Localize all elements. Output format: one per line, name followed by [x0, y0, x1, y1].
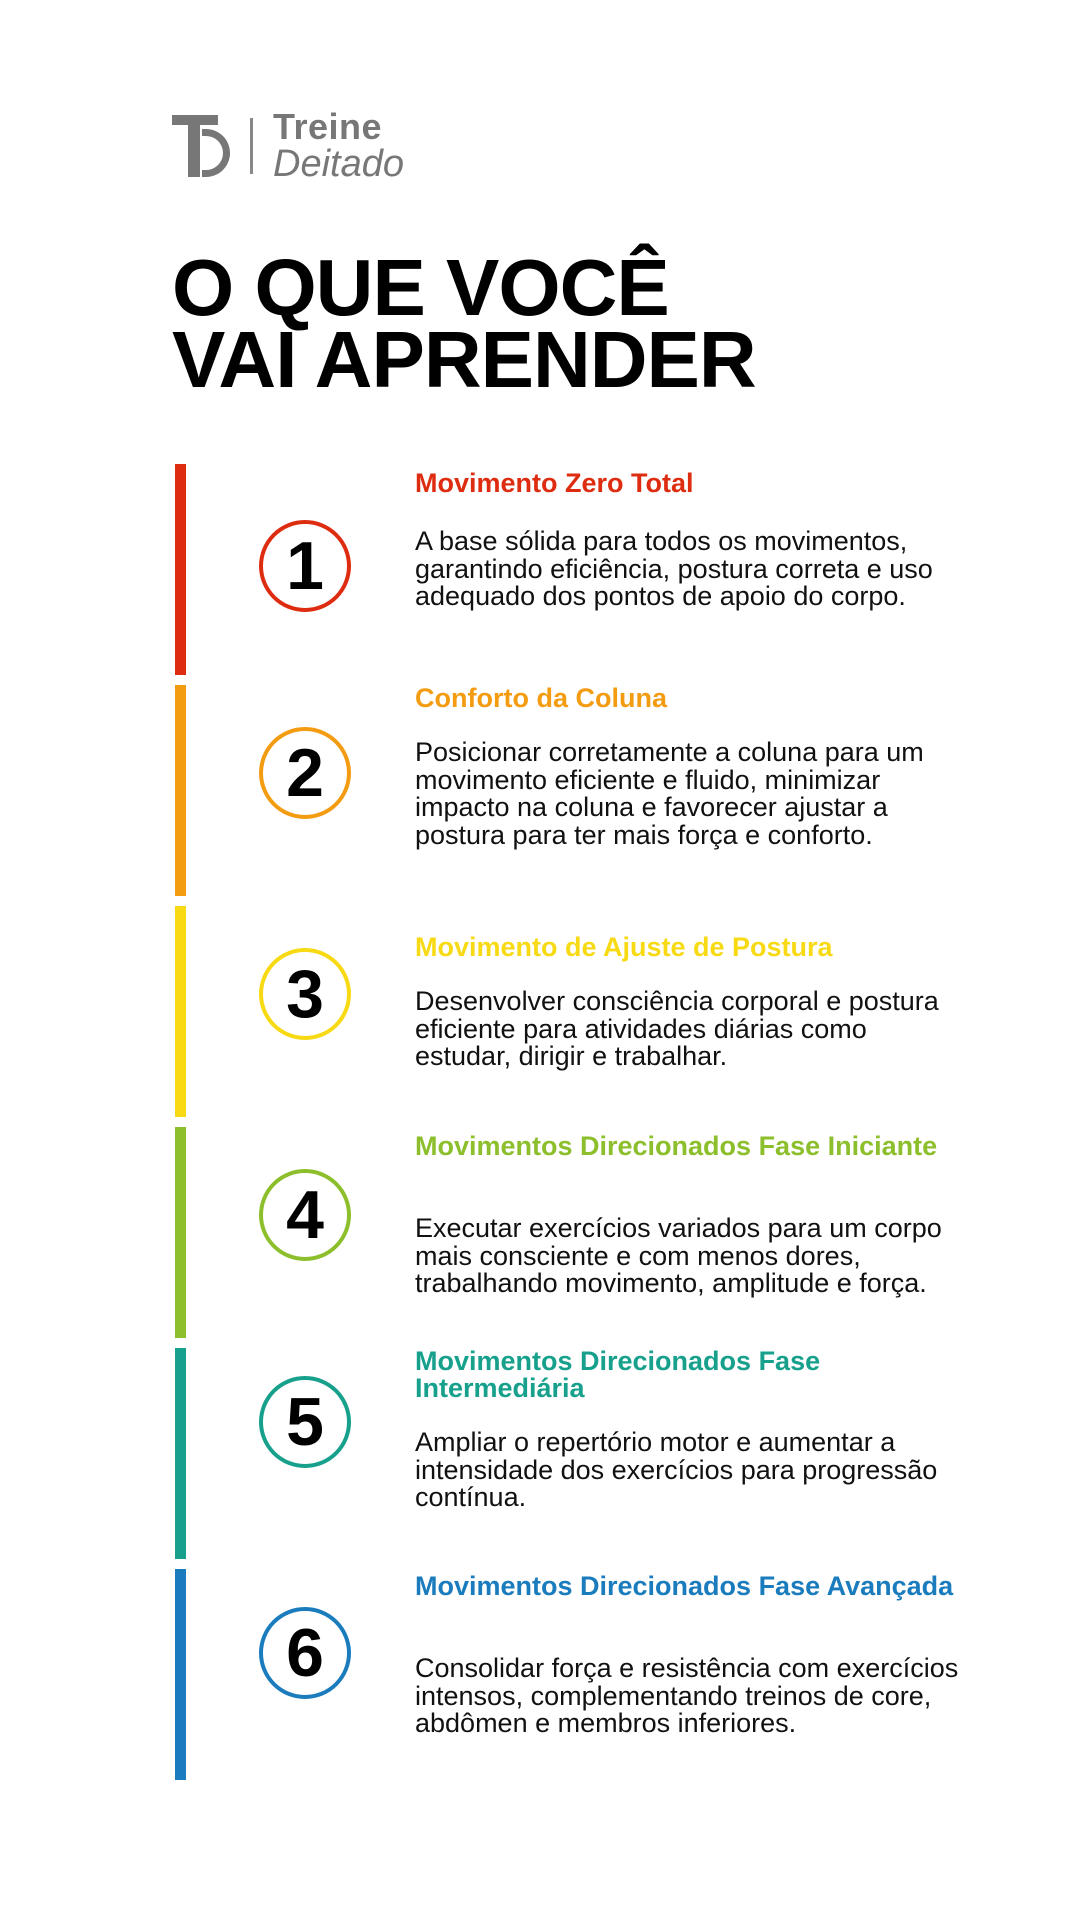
lesson-number-badge: 5: [259, 1376, 351, 1468]
lesson-item-6: [175, 1569, 965, 1780]
lesson-item-2: [175, 685, 965, 896]
page-title-line-2: VAI APRENDER: [172, 315, 756, 404]
brand-logo: [172, 108, 404, 184]
lesson-color-bar: [175, 464, 186, 675]
lesson-title: Movimento de Ajuste de Postura: [415, 932, 833, 962]
logo-wordmark: [273, 106, 404, 185]
lesson-description: Ampliar o repertório motor e aumentar a intensidade dos exercícios para progressão contínua.: [415, 1427, 938, 1512]
lesson-item-1: [175, 464, 965, 675]
page-title-line-1: O QUE VOCÊ: [172, 243, 669, 332]
lesson-description: Consolidar força e resistência com exercícios intensos, complementando treinos de core, abdômen e membros inferiores.: [415, 1653, 959, 1738]
lesson-number-badge: 2: [259, 727, 351, 819]
lesson-description: Executar exercícios variados para um corpo mais consciente e com menos dores, trabalhando movimento, amplitude e força.: [415, 1213, 942, 1298]
lesson-color-bar: [175, 1348, 186, 1559]
lesson-item-5: [175, 1348, 965, 1559]
lesson-item-4: [175, 1127, 965, 1338]
lesson-title: Movimentos Direcionados Fase Iniciante: [415, 1131, 938, 1161]
td-logo-icon: [172, 111, 236, 181]
logo-line-1: Treine: [273, 106, 383, 147]
page-title: [172, 243, 756, 404]
lesson-color-bar: [175, 906, 186, 1117]
lesson-number-badge: 3: [259, 948, 351, 1040]
lesson-number-badge: 4: [259, 1169, 351, 1261]
lesson-title: Movimentos Direcionados Fase Avançada: [415, 1571, 954, 1601]
lesson-color-bar: [175, 685, 186, 896]
lesson-number-badge: 1: [259, 520, 351, 612]
lesson-description: Desenvolver consciência corporal e postura eficiente para atividades diárias como estudar, dirigir e trabalhar.: [415, 986, 939, 1071]
logo-line-2: Deitado: [273, 143, 404, 185]
lesson-number-badge: 6: [259, 1607, 351, 1699]
lesson-color-bar: [175, 1127, 186, 1338]
lesson-description: Posicionar corretamente a coluna para um movimento eficiente e fluido, minimizar impacto na coluna e favorecer ajustar a postura para ter mais força e conforto.: [415, 737, 924, 850]
lesson-title: Conforto da Coluna: [415, 683, 667, 713]
lesson-title: Movimentos Direcionados Fase Intermediária: [415, 1346, 821, 1403]
lesson-title: Movimento Zero Total: [415, 468, 694, 498]
logo-divider: [250, 118, 253, 174]
lesson-description: A base sólida para todos os movimentos, garantindo eficiência, postura correta e uso adequado dos pontos de apoio do corpo.: [415, 526, 933, 611]
lesson-color-bar: [175, 1569, 186, 1780]
lesson-item-3: [175, 906, 965, 1117]
